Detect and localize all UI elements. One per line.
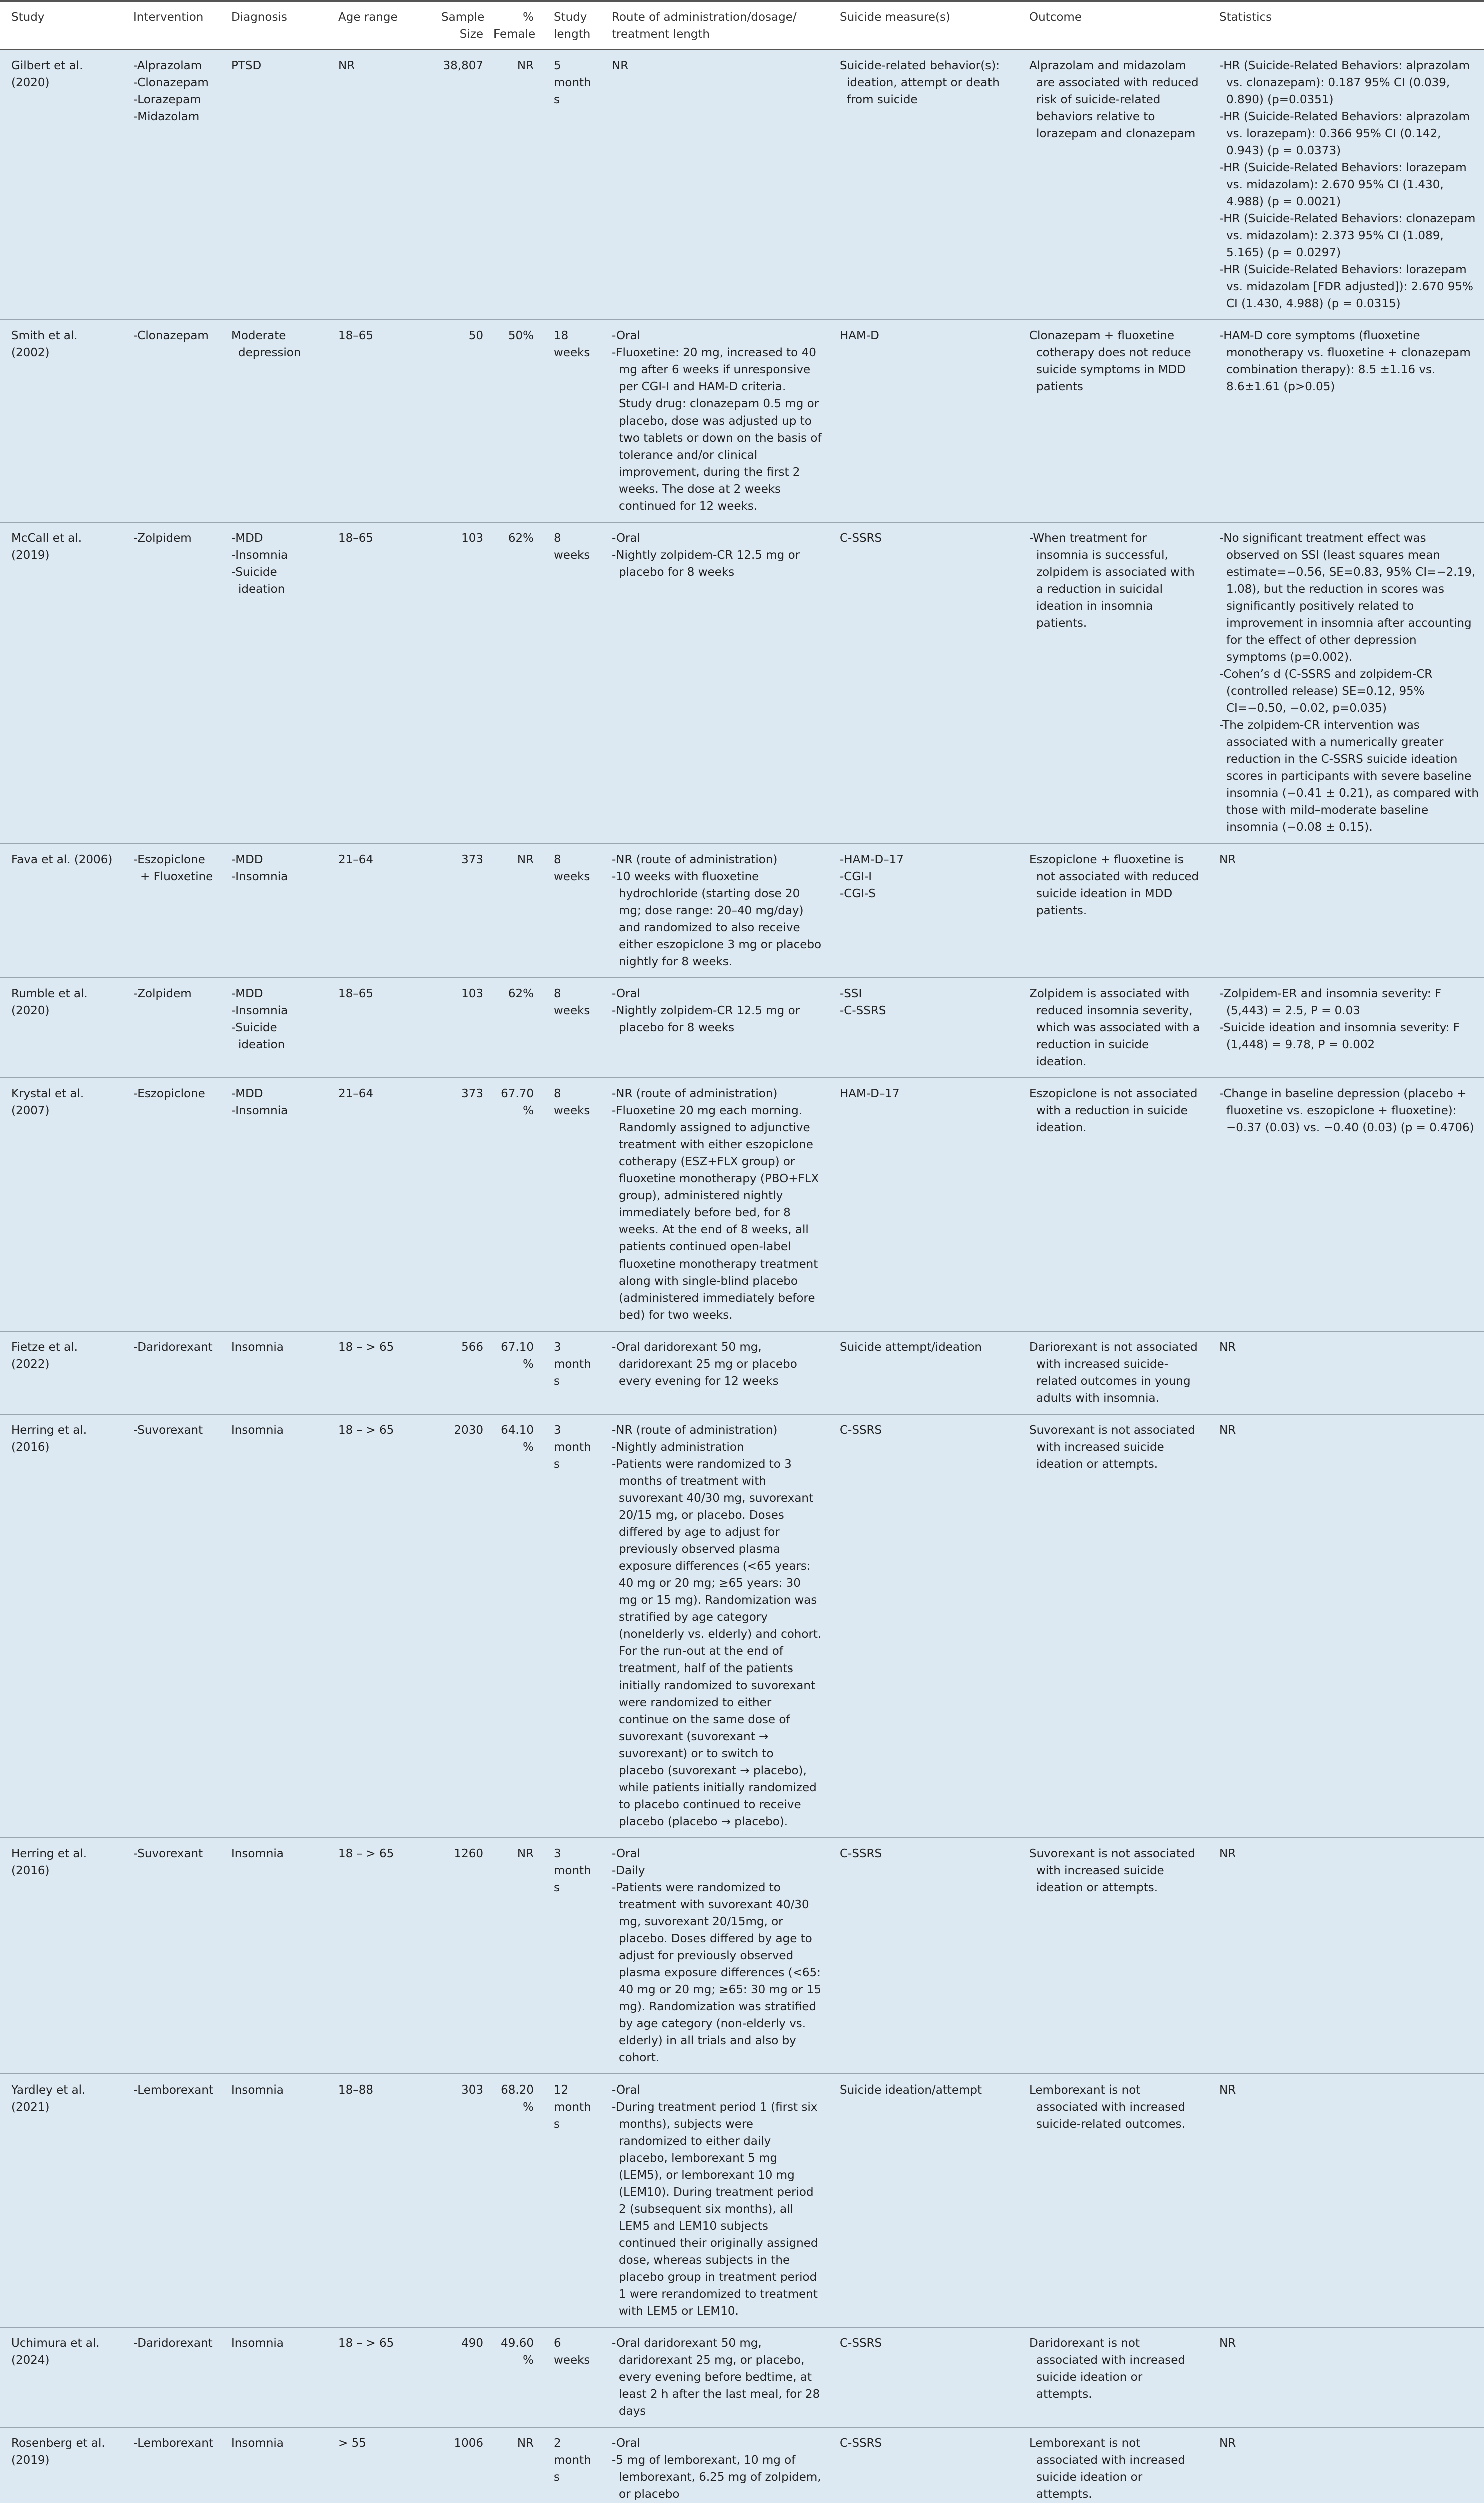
sample-size-cell: 303	[438, 2074, 490, 2327]
intervention-cell	[120, 50, 218, 320]
route-cell-line: -Patients were randomized to 3 months of treatment with suvorexant 40/30 mg, suvorexant 20/15 mg, or placebo. Doses differed by age to adjust for previously observed plasma exposure differences (<65 years: 40 mg or 20 mg; ≥65 years: 30 mg or 15 mg). Randomization was stratified by age category (nonelderly vs. elderly) and cohort. For the run-out at the end of treatment, half of the patients initially randomized to suvorexant were randomized to either continue on the same dose of suvorexant (suvorexant → suvorexant) or to switch to placebo (suvorexant → placebo), while patients initially randomized to placebo continued to receive placebo (placebo → placebo).	[612, 1458, 822, 1828]
study-length-cell: 18 weeks	[541, 320, 599, 522]
outcome-cell	[1016, 844, 1206, 978]
route-cell-line: -Fluoxetine: 20 mg, increased to 40 mg after 6 weeks if unresponsive per CGI-I and HAM-D criteria. Study drug: clonazepam 0.5 mg or placebo, dose was adjusted up to two tablets or down on the basis of tolerance and/or clinical improvement, during the first 2 weeks. The dose at 2 weeks continued for 12 weeks.	[612, 346, 822, 513]
diagnosis-cell-line: -MDD	[231, 532, 263, 545]
outcome-cell	[1016, 1414, 1206, 1838]
column-header-intervention: Intervention	[120, 1, 218, 50]
intervention-cell-line: -Lemborexant	[133, 2083, 213, 2097]
study-length-cell: 8 weeks	[541, 522, 599, 844]
intervention-cell	[120, 1331, 218, 1414]
suicide-measure-cell-line: C-SSRS	[840, 2337, 882, 2350]
column-header-statistics: Statistics	[1206, 1, 1484, 50]
intervention-cell-line: -Zolpidem	[133, 987, 192, 1000]
intervention-cell-line: -Midazolam	[133, 110, 200, 123]
statistics-cell	[1206, 2074, 1484, 2327]
sample-size-cell: 490	[438, 2327, 490, 2427]
age-range-cell: 18–65	[325, 978, 438, 1078]
diagnosis-cell-line: -Insomnia	[231, 870, 288, 883]
suicide-measure-cell-line: C-SSRS	[840, 1847, 882, 1860]
diagnosis-cell	[218, 1331, 325, 1414]
route-cell-line: -Oral	[612, 2437, 640, 2450]
study-length-cell: 5 months	[541, 50, 599, 320]
sample-size-cell: 373	[438, 844, 490, 978]
diagnosis-cell-line: -MDD	[231, 853, 263, 866]
column-header-sample-size: Sample Size	[438, 1, 490, 50]
suicide-measure-cell-line: -C-SSRS	[840, 1004, 886, 1017]
outcome-cell	[1016, 522, 1206, 844]
study-cell: Rumble et al. (2020)	[0, 978, 120, 1078]
suicide-measure-cell	[827, 2427, 1016, 2503]
suicide-measure-cell	[827, 522, 1016, 844]
statistics-cell-line: -Suicide ideation and insomnia severity: F (1,448) = 9.78, P = 0.002	[1219, 1021, 1460, 1051]
age-range-cell: 18–65	[325, 320, 438, 522]
route-cell-line: -5 mg of lemborexant, 10 mg of lemborexant, 6.25 mg of zolpidem, or placebo	[612, 2454, 821, 2501]
statistics-cell-line: -HR (Suicide-Related Behaviors: lorazepam vs. midazolam): 2.670 95% CI (1.430, 4.988) (p = 0.0021)	[1219, 161, 1467, 208]
diagnosis-cell-line: -Suicide ideation	[231, 1021, 285, 1051]
statistics-cell	[1206, 844, 1484, 978]
percent-female-cell: NR	[490, 844, 541, 978]
statistics-cell	[1206, 1414, 1484, 1838]
table-row	[0, 1331, 1484, 1414]
statistics-cell	[1206, 320, 1484, 522]
diagnosis-cell-line: Insomnia	[231, 2437, 284, 2450]
percent-female-cell: 64.10%	[490, 1414, 541, 1838]
outcome-cell-line: Zolpidem is associated with reduced insomnia severity, which was associated with a reduction in suicide ideation.	[1029, 987, 1200, 1068]
route-cell	[599, 978, 827, 1078]
diagnosis-cell-line: Insomnia	[231, 2083, 284, 2097]
intervention-cell-line: -Daridorexant	[133, 2337, 213, 2350]
diagnosis-cell-line: -Suicide ideation	[231, 566, 285, 596]
statistics-cell-line: -HR (Suicide-Related Behaviors: alprazolam vs. clonazepam): 0.187 95% CI (0.039, 0.890) (p=0.0351)	[1219, 59, 1470, 106]
suicide-measure-cell	[827, 1078, 1016, 1331]
age-range-cell: 18–65	[325, 522, 438, 844]
statistics-cell	[1206, 978, 1484, 1078]
outcome-cell-line: Dariorexant is not associated with increased suicide-related outcomes in young adults with insomnia.	[1029, 1341, 1198, 1405]
intervention-cell-line: -Suvorexant	[133, 1424, 203, 1437]
column-header-study: Study	[0, 1, 120, 50]
study-cell: McCall et al. (2019)	[0, 522, 120, 844]
diagnosis-cell	[218, 1838, 325, 2074]
route-cell-line: -NR (route of administration)	[612, 1424, 778, 1437]
age-range-cell: NR	[325, 50, 438, 320]
table-row	[0, 522, 1484, 844]
outcome-cell	[1016, 2427, 1206, 2503]
sample-size-cell: 50	[438, 320, 490, 522]
study-cell: Herring et al. (2016)	[0, 1414, 120, 1838]
suicide-measure-cell	[827, 978, 1016, 1078]
intervention-cell	[120, 1414, 218, 1838]
outcome-cell	[1016, 320, 1206, 522]
age-range-cell: 21–64	[325, 1078, 438, 1331]
table-row	[0, 1838, 1484, 2074]
route-cell	[599, 1838, 827, 2074]
route-cell-line: NR	[612, 59, 629, 72]
outcome-cell-line: Eszopiclone + fluoxetine is not associated with reduced suicide ideation in MDD patients.	[1029, 853, 1199, 917]
sample-size-cell: 38,807	[438, 50, 490, 320]
route-cell-line: -Oral	[612, 2083, 640, 2097]
diagnosis-cell-line: -MDD	[231, 987, 263, 1000]
study-length-cell: 3 months	[541, 1838, 599, 2074]
diagnosis-cell	[218, 2427, 325, 2503]
diagnosis-cell-line: Insomnia	[231, 1341, 284, 1354]
study-length-cell: 2 months	[541, 2427, 599, 2503]
study-length-cell: 8 weeks	[541, 844, 599, 978]
table-row	[0, 2427, 1484, 2503]
percent-female-cell: 62%	[490, 978, 541, 1078]
study-cell: Uchimura et al. (2024)	[0, 2327, 120, 2427]
statistics-cell-line: -Zolpidem-ER and insomnia severity: F (5,443) = 2.5, P = 0.03	[1219, 987, 1442, 1017]
intervention-cell-line: -Lemborexant	[133, 2437, 213, 2450]
study-length-cell: 8 weeks	[541, 978, 599, 1078]
route-cell-line: -Oral	[612, 532, 640, 545]
diagnosis-cell-line: -Insomnia	[231, 1004, 288, 1017]
sample-size-cell: 103	[438, 978, 490, 1078]
table-header-row	[0, 1, 1484, 50]
table-row	[0, 2074, 1484, 2327]
intervention-cell	[120, 844, 218, 978]
route-cell-line: -Oral daridorexant 50 mg, daridorexant 25 mg, or placebo, every evening before bedtime, at least 2 h after the last meal, for 28 days	[612, 2337, 820, 2418]
outcome-cell	[1016, 978, 1206, 1078]
route-cell-line: -Nightly administration	[612, 1441, 744, 1454]
sample-size-cell: 566	[438, 1331, 490, 1414]
study-cell: Herring et al. (2016)	[0, 1838, 120, 2074]
intervention-cell-line: -Clonazepam	[133, 76, 209, 89]
route-cell	[599, 1414, 827, 1838]
diagnosis-cell	[218, 2327, 325, 2427]
suicide-measure-cell	[827, 1838, 1016, 2074]
route-cell-line: -Oral daridorexant 50 mg, daridorexant 25 mg or placebo every evening for 12 weeks	[612, 1341, 797, 1388]
diagnosis-cell	[218, 978, 325, 1078]
percent-female-cell: NR	[490, 50, 541, 320]
route-cell-line: -During treatment period 1 (first six months), subjects were randomized to either daily placebo, lemborexant 5 mg (LEM5), or lemborexant 10 mg (LEM10). During treatment period 2 (subsequent six months), all LEM5 and LEM10 subjects continued their originally assigned dose, whereas subjects in the placebo group in treatment period 1 were rerandomized to treatment with LEM5 or LEM10.	[612, 2101, 818, 2318]
percent-female-cell: NR	[490, 2427, 541, 2503]
suicide-measure-cell	[827, 1414, 1016, 1838]
table-body	[0, 50, 1484, 2503]
outcome-cell-line: Daridorexant is not associated with increased suicide ideation or attempts.	[1029, 2337, 1185, 2401]
outcome-cell	[1016, 50, 1206, 320]
column-header-diagnosis: Diagnosis	[218, 1, 325, 50]
diagnosis-cell	[218, 2074, 325, 2327]
study-cell: Rosenberg et al. (2019)	[0, 2427, 120, 2503]
statistics-cell	[1206, 1331, 1484, 1414]
percent-female-cell: NR	[490, 1838, 541, 2074]
column-header-outcome: Outcome	[1016, 1, 1206, 50]
outcome-cell	[1016, 1838, 1206, 2074]
suicide-measure-cell	[827, 50, 1016, 320]
suicide-measure-cell-line: Suicide ideation/attempt	[840, 2083, 982, 2097]
route-cell-line: -Oral	[612, 1847, 640, 1860]
route-cell	[599, 1078, 827, 1331]
study-length-cell: 6 weeks	[541, 2327, 599, 2427]
intervention-cell	[120, 1838, 218, 2074]
statistics-cell-line: -HR (Suicide-Related Behaviors: clonazepam vs. midazolam): 2.373 95% CI (1.089, 5.165) (p = 0.0297)	[1219, 212, 1476, 259]
percent-female-cell: 68.20%	[490, 2074, 541, 2327]
suicide-measure-cell	[827, 320, 1016, 522]
outcome-cell	[1016, 1078, 1206, 1331]
table-row	[0, 50, 1484, 320]
sample-size-cell: 2030	[438, 1414, 490, 1838]
diagnosis-cell-line: -Insomnia	[231, 549, 288, 562]
outcome-cell-line: Eszopiclone is not associated with a reduction in suicide ideation.	[1029, 1087, 1198, 1134]
statistics-cell-line: -Cohen’s d (C-SSRS and zolpidem-CR (controlled release) SE=0.12, 95% CI=−0.50, −0.02, p=0.035)	[1219, 668, 1433, 715]
statistics-cell	[1206, 1078, 1484, 1331]
intervention-cell	[120, 2427, 218, 2503]
suicide-measure-cell-line: HAM-D	[840, 329, 879, 342]
diagnosis-cell-line: Insomnia	[231, 1847, 284, 1860]
route-cell	[599, 50, 827, 320]
sample-size-cell: 1006	[438, 2427, 490, 2503]
statistics-cell-line: -HR (Suicide-Related Behaviors: alprazolam vs. lorazepam): 0.366 95% CI (0.142, 0.943) (p = 0.0373)	[1219, 110, 1470, 157]
statistics-cell-line: -HR (Suicide-Related Behaviors: lorazepam vs. midazolam [FDR adjusted]): 2.670 95% CI (1.430, 4.988) (p = 0.0315)	[1219, 263, 1473, 310]
intervention-cell-line: -Daridorexant	[133, 1341, 213, 1354]
study-cell: Fava et al. (2006)	[0, 844, 120, 978]
statistics-cell-line: -Change in baseline depression (placebo + fluoxetine vs. eszopiclone + fluoxetine): −0.37 (0.03) vs. −0.40 (0.03) (p = 0.4706)	[1219, 1087, 1474, 1134]
intervention-cell-line: -Lorazepam	[133, 93, 201, 106]
statistics-cell-line: NR	[1219, 1847, 1236, 1860]
diagnosis-cell-line: -Insomnia	[231, 1104, 288, 1117]
diagnosis-cell-line: Moderate depression	[231, 329, 301, 359]
age-range-cell: 21–64	[325, 844, 438, 978]
route-cell	[599, 2427, 827, 2503]
suicide-measure-cell	[827, 2074, 1016, 2327]
column-header-study-length: Study length	[541, 1, 599, 50]
table-row	[0, 1078, 1484, 1331]
table-row	[0, 844, 1484, 978]
statistics-cell-line: -The zolpidem-CR intervention was associated with a numerically greater reduction in the C-SSRS suicide ideation scores in participants with severe baseline insomnia (−0.41 ± 0.21), as compared with those with mild–moderate baseline insomnia (−0.08 ± 0.15).	[1219, 719, 1479, 834]
column-header-percent-female: % Female	[490, 1, 541, 50]
percent-female-cell: 50%	[490, 320, 541, 522]
route-cell-line: -NR (route of administration)	[612, 1087, 778, 1100]
age-range-cell: 18 – > 65	[325, 2327, 438, 2427]
study-cell: Smith et al. (2002)	[0, 320, 120, 522]
outcome-cell-line: Clonazepam + fluoxetine cotherapy does not reduce suicide symptoms in MDD patients	[1029, 329, 1191, 393]
suicide-measure-cell-line: -SSI	[840, 987, 862, 1000]
intervention-cell-line: -Alprazolam	[133, 59, 202, 72]
outcome-cell-line: -When treatment for insomnia is successful, zolpidem is associated with a reduction in suicidal ideation in insomnia patients.	[1029, 532, 1195, 630]
suicide-measure-cell	[827, 1331, 1016, 1414]
study-cell: Yardley et al. (2021)	[0, 2074, 120, 2327]
diagnosis-cell-line: -MDD	[231, 1087, 263, 1100]
route-cell	[599, 2074, 827, 2327]
diagnosis-cell-line: PTSD	[231, 59, 262, 72]
outcome-cell-line: Lemborexant is not associated with increased suicide-related outcomes.	[1029, 2083, 1185, 2131]
route-cell-line: -Oral	[612, 329, 640, 342]
statistics-cell	[1206, 1838, 1484, 2074]
intervention-cell-line: -Suvorexant	[133, 1847, 203, 1860]
outcome-cell	[1016, 2327, 1206, 2427]
table-row	[0, 1414, 1484, 1838]
outcome-cell	[1016, 2074, 1206, 2327]
suicide-measure-cell	[827, 844, 1016, 978]
statistics-cell-line: NR	[1219, 2437, 1236, 2450]
route-cell	[599, 2327, 827, 2427]
route-cell	[599, 522, 827, 844]
suicide-measure-cell	[827, 2327, 1016, 2427]
statistics-cell-line: NR	[1219, 853, 1236, 866]
statistics-cell-line: -No significant treatment effect was observed on SSI (least squares mean estimate=−0.56, SE=0.83, 95% CI=−2.19, 1.08), but the reduction in scores was significantly positively related to improvement in insomnia after accounting for the effect of other depression symptoms (p=0.002).	[1219, 532, 1476, 664]
diagnosis-cell-line: Insomnia	[231, 1424, 284, 1437]
column-header-age-range: Age range	[325, 1, 438, 50]
age-range-cell: > 55	[325, 2427, 438, 2503]
route-cell	[599, 844, 827, 978]
intervention-cell	[120, 978, 218, 1078]
statistics-cell-line: NR	[1219, 1341, 1236, 1354]
study-length-cell: 12 months	[541, 2074, 599, 2327]
route-cell-line: -Daily	[612, 1864, 645, 1877]
statistics-cell-line: NR	[1219, 2337, 1236, 2350]
route-cell-line: -Fluoxetine 20 mg each morning. Randomly assigned to adjunctive treatment with either eszopiclone cotherapy (ESZ+FLX group) or fluoxetine monotherapy (PBO+FLX group), administered nightly immediately before bed, for 8 weeks. At the end of 8 weeks, all patients continued open-label fluoxetine monotherapy treatment along with single-blind placebo (administered immediately before bed) for two weeks.	[612, 1104, 819, 1322]
diagnosis-cell	[218, 50, 325, 320]
table-row	[0, 2327, 1484, 2427]
suicide-measure-cell-line: C-SSRS	[840, 532, 882, 545]
statistics-cell	[1206, 522, 1484, 844]
sample-size-cell: 1260	[438, 1838, 490, 2074]
statistics-cell-line: NR	[1219, 2083, 1236, 2097]
age-range-cell: 18 – > 65	[325, 1838, 438, 2074]
study-length-cell: 8 weeks	[541, 1078, 599, 1331]
percent-female-cell: 67.70%	[490, 1078, 541, 1331]
suicide-measure-cell-line: -CGI-I	[840, 870, 872, 883]
intervention-cell-line: -Eszopiclone + Fluoxetine	[133, 853, 213, 883]
percent-female-cell: 67.10%	[490, 1331, 541, 1414]
statistics-cell	[1206, 2427, 1484, 2503]
age-range-cell: 18 – > 65	[325, 1331, 438, 1414]
outcome-cell-line: Suvorexant is not associated with increased suicide ideation or attempts.	[1029, 1847, 1195, 1894]
age-range-cell: 18 – > 65	[325, 1414, 438, 1838]
suicide-measure-cell-line: -CGI-S	[840, 887, 876, 900]
study-length-cell: 3 months	[541, 1414, 599, 1838]
suicide-measure-cell-line: -HAM-D–17	[840, 853, 904, 866]
intervention-cell	[120, 522, 218, 844]
route-cell-line: -Nightly zolpidem-CR 12.5 mg or placebo for 8 weeks	[612, 549, 800, 579]
study-cell: Gilbert et al. (2020)	[0, 50, 120, 320]
outcome-cell	[1016, 1331, 1206, 1414]
route-cell-line: -Patients were randomized to treatment with suvorexant 40/30 mg, suvorexant 20/15mg, or placebo. Doses differed by age to adjust for previously observed plasma exposure differences (<65: 40 mg or 20 mg; ≥65: 30 mg or 15 mg). Randomization was stratified by age category (non-elderly vs. elderly) in all trials and also by cohort.	[612, 1881, 821, 2064]
study-cell: Krystal et al. (2007)	[0, 1078, 120, 1331]
statistics-cell	[1206, 2327, 1484, 2427]
intervention-cell	[120, 2327, 218, 2427]
sample-size-cell: 373	[438, 1078, 490, 1331]
study-cell: Fietze et al. (2022)	[0, 1331, 120, 1414]
intervention-cell	[120, 320, 218, 522]
route-cell-line: -10 weeks with fluoxetine hydrochloride (starting dose 20 mg; dose range: 20–40 mg/day) and randomized to also receive either eszopiclone 3 mg or placebo nightly for 8 weeks.	[612, 870, 822, 968]
intervention-cell	[120, 1078, 218, 1331]
diagnosis-cell-line: Insomnia	[231, 2337, 284, 2350]
column-header-suicide-measure: Suicide measure(s)	[827, 1, 1016, 50]
route-cell-line: -Nightly zolpidem-CR 12.5 mg or placebo for 8 weeks	[612, 1004, 800, 1034]
study-length-cell: 3 months	[541, 1331, 599, 1414]
intervention-cell-line: -Eszopiclone	[133, 1087, 205, 1100]
suicide-measure-cell-line: Suicide attempt/ideation	[840, 1341, 982, 1354]
intervention-cell	[120, 2074, 218, 2327]
statistics-cell-line: NR	[1219, 1424, 1236, 1437]
statistics-cell-line: -HAM-D core symptoms (fluoxetine monotherapy vs. fluoxetine + clonazepam combination therapy): 8.5 ±1.16 vs. 8.6±1.61 (p>0.05)	[1219, 329, 1471, 393]
outcome-cell-line: Suvorexant is not associated with increased suicide ideation or attempts.	[1029, 1424, 1195, 1471]
intervention-cell-line: -Zolpidem	[133, 532, 192, 545]
table-row	[0, 320, 1484, 522]
suicide-measure-cell-line: C-SSRS	[840, 2437, 882, 2450]
suicide-measure-cell-line: HAM-D–17	[840, 1087, 900, 1100]
statistics-cell	[1206, 50, 1484, 320]
table-row	[0, 978, 1484, 1078]
column-header-route: Route of administration/dosage/ treatment length	[599, 1, 827, 50]
outcome-cell-line: Alprazolam and midazolam are associated with reduced risk of suicide-related behaviors relative to lorazepam and clonazepam	[1029, 59, 1199, 140]
age-range-cell: 18–88	[325, 2074, 438, 2327]
diagnosis-cell	[218, 1078, 325, 1331]
suicide-measure-cell-line: C-SSRS	[840, 1424, 882, 1437]
diagnosis-cell	[218, 320, 325, 522]
intervention-cell-line: -Clonazepam	[133, 329, 209, 342]
route-cell-line: -NR (route of administration)	[612, 853, 778, 866]
route-cell	[599, 1331, 827, 1414]
diagnosis-cell	[218, 844, 325, 978]
route-cell-line: -Oral	[612, 987, 640, 1000]
route-cell	[599, 320, 827, 522]
sample-size-cell: 103	[438, 522, 490, 844]
percent-female-cell: 62%	[490, 522, 541, 844]
outcome-cell-line: Lemborexant is not associated with increased suicide ideation or attempts.	[1029, 2437, 1185, 2501]
diagnosis-cell	[218, 522, 325, 844]
diagnosis-cell	[218, 1414, 325, 1838]
suicide-measure-cell-line: Suicide-related behavior(s): ideation, attempt or death from suicide	[840, 59, 1000, 106]
percent-female-cell: 49.60%	[490, 2327, 541, 2427]
